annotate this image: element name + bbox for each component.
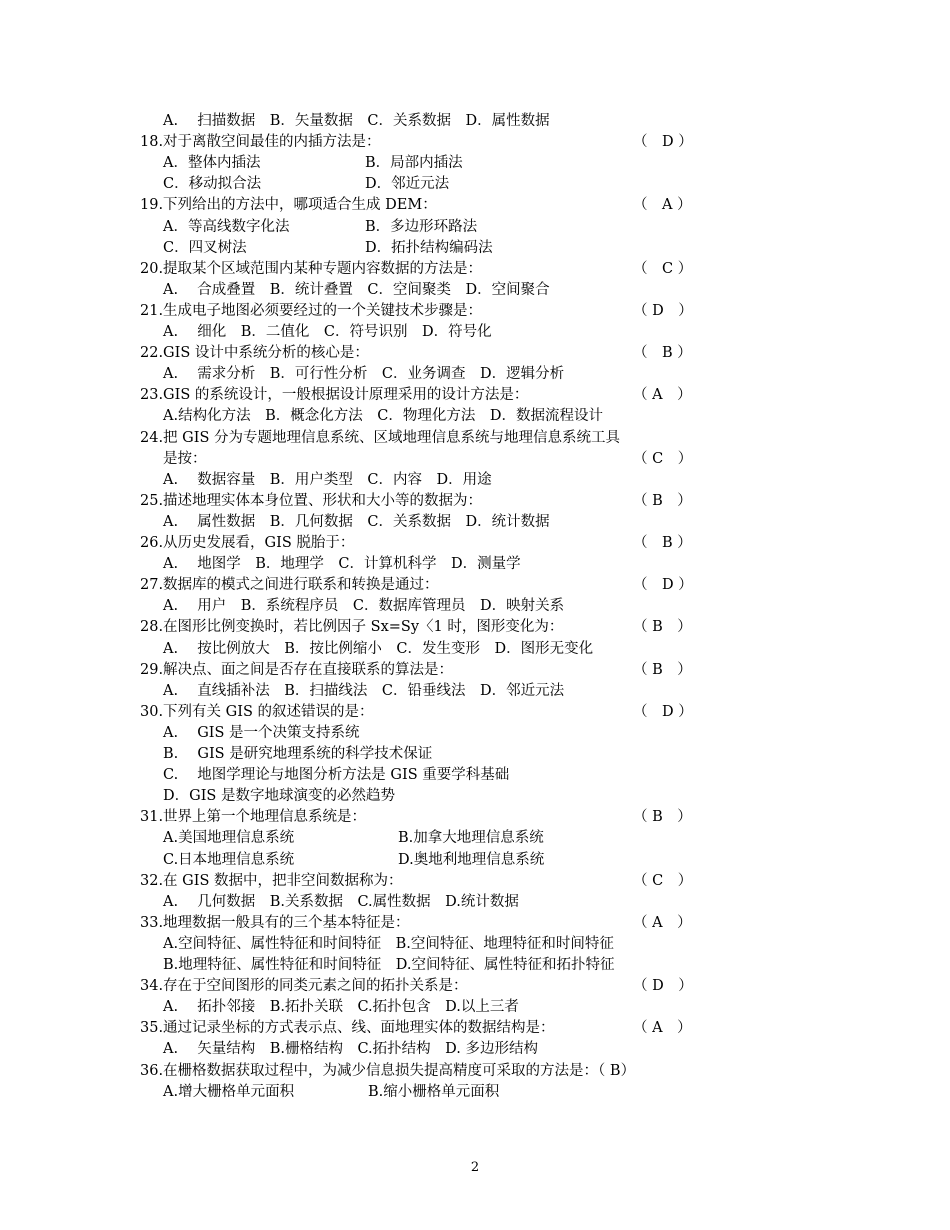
- answer-bracket: （ A ）: [633, 1020, 692, 1037]
- text-line: [0, 892, 950, 913]
- answer-bracket: （ B ）: [633, 535, 692, 551]
- question-text: 22.GIS 设计中系统分析的核心是：: [140, 345, 369, 362]
- option-text: D．邻近元法: [365, 176, 450, 193]
- option-text: A. 数据容量 B．用户类型 C．内容 D．用途: [163, 471, 492, 488]
- option-text: D．拓扑结构编码法: [365, 239, 493, 256]
- option-text: A. 地图学 B．地理学 C．计算机科学 D．测量学: [163, 556, 521, 573]
- option-text: C.日本地理信息系统: [163, 851, 295, 868]
- question-text: 18.对于离散空间最佳的内插方法是：: [140, 134, 381, 151]
- text-line: [0, 111, 950, 132]
- question-text: 28.在图形比例变换时，若比例因子 Sx=Sy〈1 时，图形变化为：: [140, 619, 564, 636]
- text-line: [0, 955, 950, 976]
- answer-bracket: （ D ）: [633, 302, 693, 319]
- option-text: A.空间特征、属性特征和时间特征 B.空间特征、地理特征和时间特征: [163, 935, 614, 952]
- text-line: [0, 301, 950, 322]
- option-text: A. 用户 B．系统程序员 C．数据库管理员 D．映射关系: [163, 598, 565, 615]
- question-text: 29.解决点、面之间是否存在直接联系的算法是：: [140, 661, 454, 678]
- option-text: 是按：: [163, 450, 207, 467]
- text-line: [0, 786, 950, 807]
- text-line: [0, 343, 950, 364]
- option-text: B．多边形环路法: [365, 218, 478, 235]
- question-text: 24.把 GIS 分为专题地理信息系统、区域地理信息系统与地理信息系统工具: [140, 429, 621, 446]
- question-text: 33.地理数据一般具有的三个基本特征是：: [140, 914, 410, 931]
- text-line: [0, 554, 950, 575]
- question-text: 20.提取某个区域范围内某种专题内容数据的方法是：: [140, 260, 483, 277]
- question-text: 30.下列有关 GIS 的叙述错误的是：: [140, 703, 374, 720]
- option-text: A.结构化方法 B．概念化方法 C．物理化方法 D．数据流程设计: [163, 408, 603, 425]
- option-text: A. 直线插补法 B．扫描线法 C．铅垂线法 D．邻近元法: [163, 682, 565, 699]
- text-line: [0, 385, 950, 406]
- text-line: [0, 997, 950, 1018]
- text-line: [0, 828, 950, 849]
- text-line: [0, 1061, 950, 1082]
- option-text: C. 地图学理论与地图分析方法是 GIS 重要学科基础: [163, 767, 510, 784]
- text-line: [0, 195, 950, 216]
- option-text: A. 扫描数据 B．矢量数据 C．关系数据 D．属性数据: [163, 113, 550, 129]
- text-line: [0, 238, 950, 259]
- text-line: [0, 934, 950, 955]
- text-line: [0, 449, 950, 470]
- option-text: A. 矢量结构 B.栅格结构 C.拓扑结构 D. 多边形结构: [163, 1041, 538, 1058]
- text-line: [0, 512, 950, 533]
- question-text: 32.在 GIS 数据中，把非空间数据称为：: [140, 872, 403, 889]
- option-text: B.缩小栅格单元面积: [368, 1083, 500, 1100]
- text-line: [0, 428, 950, 449]
- question-text: 34.存在于空间图形的同类元素之间的拓扑关系是：: [140, 978, 468, 995]
- option-text: A. 按比例放大 B．按比例缩小 C．发生变形 D．图形无变化: [163, 640, 594, 657]
- text-line: [0, 406, 950, 427]
- text-line: [0, 364, 950, 385]
- question-text: 27.数据库的模式之间进行联系和转换是通过：: [140, 577, 439, 594]
- text-line: [0, 174, 950, 195]
- option-text: A.美国地理信息系统: [163, 830, 295, 847]
- answer-bracket: （ D ）: [633, 134, 693, 151]
- option-text: A. 属性数据 B．几何数据 C．关系数据 D．统计数据: [163, 513, 550, 530]
- text-line: [0, 1018, 950, 1039]
- text-line: [0, 660, 950, 681]
- question-text: 19.下列给出的方法中，哪项适合生成 DEM：: [140, 197, 437, 214]
- answer-bracket: （ C ）: [633, 872, 693, 889]
- question-text: 36.在栅格数据获取过程中，为减少信息损失提高精度可采取的方法是：（ B）: [140, 1062, 636, 1079]
- answer-bracket: （ C ）: [633, 260, 693, 277]
- text-line: [0, 1082, 950, 1103]
- answer-bracket: （ B ）: [633, 809, 692, 826]
- option-text: A. 合成叠置 B．统计叠置 C．空间聚类 D．空间聚合: [163, 281, 550, 298]
- answer-bracket: （ B ）: [633, 619, 692, 636]
- option-text: A. 拓扑邻接 B.拓扑关联 C.拓扑包含 D.以上三者: [163, 999, 519, 1016]
- question-text: 25.描述地理实体本身位置、形状和大小等的数据为：: [140, 492, 483, 509]
- text-line: [0, 153, 950, 174]
- text-line: [0, 723, 950, 744]
- text-line: [0, 132, 950, 153]
- option-text: B.加拿大地理信息系统: [398, 830, 544, 847]
- answer-bracket: （ C ）: [633, 450, 693, 467]
- text-line: [0, 1039, 950, 1060]
- text-line: [0, 807, 950, 828]
- text-line: [0, 259, 950, 280]
- answer-bracket: （ B ）: [633, 345, 692, 362]
- text-line: [0, 491, 950, 512]
- answer-bracket: （ B ）: [633, 661, 692, 678]
- question-text: 35.通过记录坐标的方式表示点、线、面地理实体的数据结构是：: [140, 1020, 555, 1037]
- option-text: A．整体内插法: [163, 155, 261, 172]
- text-line: [0, 596, 950, 617]
- text-line: [0, 850, 950, 871]
- text-line: [0, 681, 950, 702]
- option-text: A. 细化 B．二值化 C．符号识别 D．符号化: [163, 324, 492, 340]
- question-text: 23.GIS 的系统设计，一般根据设计原理采用的设计方法是：: [140, 387, 529, 404]
- option-text: A．等高线数字化法: [163, 218, 290, 235]
- text-line: [0, 639, 950, 660]
- answer-bracket: （ B ）: [633, 492, 692, 509]
- question-text: 31.世界上第一个地理信息系统是：: [140, 809, 367, 826]
- option-text: A.增大栅格单元面积: [163, 1083, 295, 1100]
- page-number: 2: [470, 1160, 480, 1175]
- option-text: A. GIS 是一个决策支持系统: [163, 724, 360, 741]
- text-line: [0, 617, 950, 638]
- option-text: A. 需求分析 B．可行性分析 C．业务调查 D．逻辑分析: [163, 366, 565, 383]
- text-line: [0, 280, 950, 301]
- option-text: C．移动拟合法: [163, 176, 262, 193]
- answer-bracket: （ A ）: [633, 387, 692, 404]
- option-text: D．GIS 是数字地球演变的必然趋势: [163, 788, 395, 805]
- text-line: [0, 702, 950, 723]
- text-line: [0, 976, 950, 997]
- text-line: [0, 470, 950, 491]
- answer-bracket: （ D ）: [633, 978, 693, 995]
- option-text: D.奥地利地理信息系统: [398, 851, 545, 868]
- text-line: [0, 744, 950, 765]
- option-text: B．局部内插法: [365, 155, 463, 172]
- text-line: [0, 871, 950, 892]
- text-line: [0, 765, 950, 786]
- text-line: [0, 913, 950, 934]
- question-text: 21.生成电子地图必须要经过的一个关键技术步骤是：: [140, 302, 483, 319]
- text-line: [0, 575, 950, 596]
- text-line: [0, 322, 950, 343]
- option-text: C．四叉树法: [163, 239, 247, 256]
- option-text: B. GIS 是研究地理系统的科学技术保证: [163, 746, 433, 762]
- text-line: [0, 533, 950, 554]
- answer-bracket: （ A ）: [633, 914, 692, 931]
- answer-bracket: （ D ）: [633, 577, 693, 594]
- text-line: [0, 217, 950, 238]
- answer-bracket: （ A ）: [633, 197, 692, 214]
- option-text: B.地理特征、属性特征和时间特征 D.空间特征、属性特征和拓扑特征: [163, 957, 615, 973]
- question-text: 26.从历史发展看，GIS 脱胎于：: [140, 535, 355, 551]
- option-text: A. 几何数据 B.关系数据 C.属性数据 D.统计数据: [163, 893, 519, 910]
- answer-bracket: （ D ）: [633, 703, 693, 720]
